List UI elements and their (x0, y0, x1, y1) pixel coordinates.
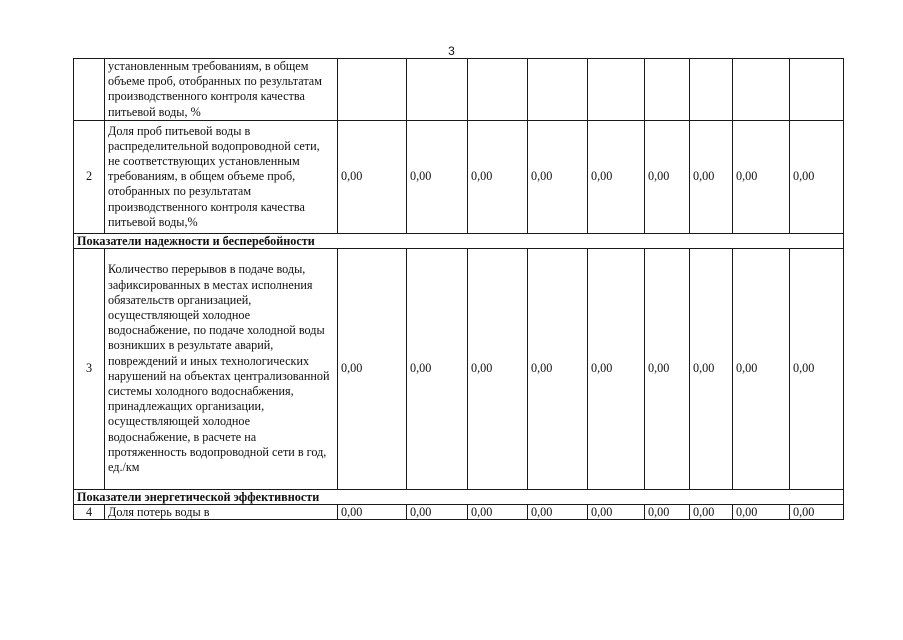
value-cell (790, 59, 844, 121)
value-cell: 0,00 (733, 120, 790, 233)
table-row (74, 504, 844, 519)
table-row (74, 59, 844, 121)
table-row (74, 248, 844, 489)
value-cell: 0,00 (588, 248, 645, 489)
value-cell: 0,00 (588, 120, 645, 233)
value-cell: 0,00 (468, 120, 528, 233)
table-row (74, 120, 844, 233)
value-cell: 0,00 (645, 504, 690, 519)
indicators-table (73, 58, 844, 520)
row-number (74, 59, 105, 121)
value-cell: 0,00 (645, 120, 690, 233)
value-cell: 0,00 (338, 248, 407, 489)
row-number: 4 (74, 504, 105, 519)
value-cell: 0,00 (790, 504, 844, 519)
indicator-description: установленным требованиям, в общем объеме проб, отобранных по результатам производственного контроля качества питьевой воды, % (105, 59, 338, 121)
row-number: 3 (74, 248, 105, 489)
value-cell (468, 59, 528, 121)
value-cell: 0,00 (468, 504, 528, 519)
value-cell (588, 59, 645, 121)
value-cell (733, 59, 790, 121)
indicator-description: Доля проб питьевой воды в распределительной водопроводной сети, не соответствующих установленным требованиям, в общем объеме проб, отобранных по результатам производственного контроля качества питьевой воды,% (105, 120, 338, 233)
value-cell: 0,00 (690, 248, 733, 489)
value-cell: 0,00 (588, 504, 645, 519)
value-cell: 0,00 (407, 248, 468, 489)
section-header-row (74, 233, 844, 248)
value-cell: 0,00 (338, 504, 407, 519)
value-cell: 0,00 (338, 120, 407, 233)
value-cell: 0,00 (733, 248, 790, 489)
value-cell: 0,00 (407, 504, 468, 519)
value-cell: 0,00 (407, 120, 468, 233)
value-cell: 0,00 (528, 504, 588, 519)
indicator-description: Количество перерывов в подаче воды, зафиксированных в местах исполнения обязательств организацией, осуществляющей холодное водоснабжение, по подаче холодной воды возникших в результате аварий, повреждений и иных технологических нарушений на объектах централизованной системы холодного водоснабжения, принадлежащих организации, осуществляющей холодное водоснабжение, в расчете на протяженность водопроводной сети в год, ед./км (105, 248, 338, 489)
value-cell (528, 59, 588, 121)
value-cell: 0,00 (690, 504, 733, 519)
value-cell: 0,00 (790, 248, 844, 489)
value-cell: 0,00 (468, 248, 528, 489)
value-cell: 0,00 (528, 248, 588, 489)
value-cell (338, 59, 407, 121)
value-cell: 0,00 (733, 504, 790, 519)
indicator-description: Доля потерь воды в (105, 504, 338, 519)
value-cell: 0,00 (690, 120, 733, 233)
value-cell (690, 59, 733, 121)
value-cell: 0,00 (790, 120, 844, 233)
row-number: 2 (74, 120, 105, 233)
section-header-row (74, 489, 844, 504)
section-title: Показатели энергетической эффективности (74, 489, 844, 504)
value-cell: 0,00 (645, 248, 690, 489)
value-cell: 0,00 (528, 120, 588, 233)
value-cell (645, 59, 690, 121)
page-number: 3 (448, 44, 455, 58)
section-title: Показатели надежности и бесперебойности (74, 233, 844, 248)
value-cell (407, 59, 468, 121)
